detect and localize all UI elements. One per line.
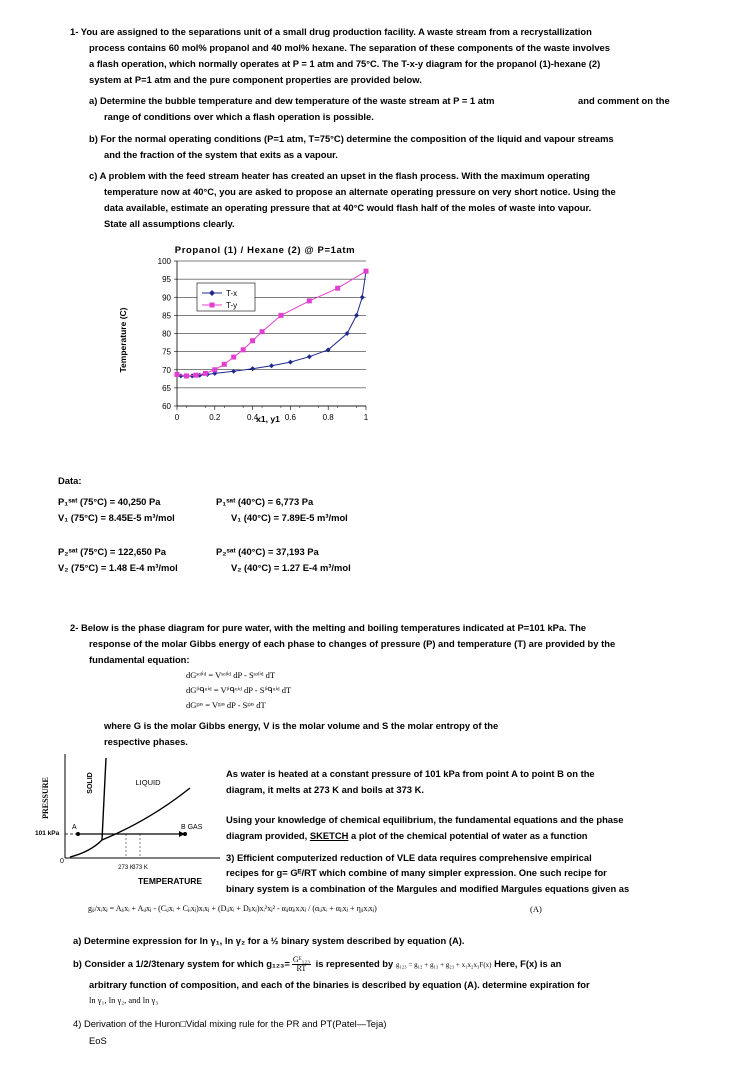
pd-pressure-label: PRESSURE [41,777,50,819]
x-tick-label: 0 [174,413,180,422]
p2-right4-sketch: SKETCH [309,830,349,841]
y-tick-label: 75 [162,347,171,357]
y-tick-label: 100 [157,257,171,266]
ty-point [250,338,255,343]
p4-line2: EoS [89,1035,107,1046]
p2-right2: diagram, it melts at 273 K and boils at 373 K. [226,784,424,795]
p3b-frac-den: RT [296,964,307,973]
ty-point [175,372,180,377]
p3-line3: binary system is a combination of the Margules and modified Margules equations given as [226,883,630,894]
p1a-line1: a) Determine the bubble temperature and dew temperature of the waste stream at P = 1 atm [89,95,495,106]
p1-line2: process contains 60 mol% propanol and 40 mol% hexane. The separation of these components of the waste involves [89,42,610,53]
x-tick-label: 0.4 [247,413,259,422]
tx-point [360,295,365,300]
data-v1-75: V₁ (75°C) = 8.45E-5 m³/mol [58,512,175,523]
chart-title: Propanol (1) / Hexane (2) @ P=1atm [174,245,356,256]
x-tick-label: 0.2 [209,413,221,422]
y-tick-label: 65 [162,383,171,393]
p3b-post: Here, F(x) is an [491,957,562,969]
y-tick-label: 85 [162,311,171,321]
data-v2-75: V₂ (75°C) = 1.48 E-4 m³/mol [58,562,178,573]
p2-where2: respective phases. [104,736,188,747]
chart-xlabel: x1, y1 [256,414,280,424]
p3b-frac-num: Gᴱ₁₂₃ [292,955,310,964]
p3b-line2: arbitrary function of composition, and each of the binaries is described by equation (A). determine expiration for [89,979,590,990]
p2-line2: response of the molar Gibbs energy of each phase to changes of pressure (P) and temperature (T) are provided by the [89,638,616,649]
ty-point [212,367,217,372]
p2-where1: where G is the molar Gibbs energy, V is the molar volume and S the molar entropy of the [104,720,499,731]
pd-point-a-label: A [72,824,77,831]
tx-point [307,354,312,359]
p1c-line2: temperature now at 40°C, you are asked to propose an alternate operating pressure on very short notice. Using the [104,186,616,197]
p3b-pre: b) Consider a 1/2/3tenary system for which g₁₂₃= [73,957,290,969]
pd-point-a [76,832,80,836]
p2-right4a: diagram provided, [226,830,310,841]
x-tick-label: 0.6 [284,413,296,422]
x-tick-label: 0.8 [322,413,334,422]
data-p1-75: P₁ˢᵃᵗ (75°C) = 40,250 Pa [58,496,161,507]
chart-ylabel: Temperature (C) [118,307,128,373]
p3b-mid: is represented by [312,957,396,969]
y-tick-label: 70 [162,365,171,375]
p2-right1: As water is heated at a constant pressure of 101 kPa from point A to point B on the [226,768,595,779]
p1-line1: 1- You are assigned to the separations unit of a small drug production facility. A waste stream from a recrystallization [70,26,592,37]
pd-solid-liquid-line [102,758,106,840]
p3-line1: 3) Efficient computerized reduction of VLE data requires comprehensive empirical [226,852,592,863]
ty-point [241,347,246,352]
p1b-line1: b) For the normal operating conditions (P=1 atm, T=75°C) determine the composition of the liquid and vapour streams [89,133,614,144]
txy-chart [110,238,390,438]
legend-tx-label: T-x [226,289,238,298]
p2-right4c: a plot of the chemical potential of water as a function [348,830,588,841]
p1a-line2: range of conditions over which a flash operation is possible. [104,111,374,122]
tx-point [250,366,255,371]
pd-solid-gas-curve [70,840,102,857]
p2-right4 [226,829,588,843]
p3b-line1 [73,956,561,973]
pd-101kpa-label: 101 kPa [35,830,60,837]
ty-point [278,313,283,318]
margules-equation-label: (A) [530,904,542,914]
p3b-eq: g₁₂₃ = g₁₂ + g₁₃ + g₂₃ + x₁x₂x₃F(x) [395,960,492,969]
p1c-line3: data available, estimate an operating pressure that at 40°C would flash half of the moles of waste into vapour. [104,202,592,213]
pd-liquid-label: LIQUID [135,778,161,787]
ty-point [193,373,198,378]
pd-point-b [183,832,187,836]
ty-point [184,373,189,378]
p2-right3: Using your knowledge of chemical equilibrium, the fundamental equations and the phase [226,814,624,825]
p1-line3: a flash operation, which normally operates at P = 1 atm and 75°C. The T-x-y diagram for the propanol (1)-hexane (2) [89,58,601,69]
data-v1-40: V₁ (40°C) = 7.89E-5 m³/mol [231,512,348,523]
p2-line3: fundamental equation: [89,654,190,665]
ty-point [203,371,208,376]
pd-273k-label: 273 K [118,865,134,871]
ty-point [307,298,312,303]
ty-point [222,362,227,367]
pd-point-b-label: B [181,824,186,831]
phase-diagram [30,748,230,896]
tx-point [354,313,359,318]
p1c-line4: State all assumptions clearly. [104,218,235,229]
data-v2-40: V₂ (40°C) = 1.27 E-4 m³/mol [231,562,351,573]
pd-liquid-gas-curve [102,788,190,840]
data-p2-40: P₂ˢᵃᵗ (40°C) = 37,193 Pa [216,546,319,557]
y-tick-label: 60 [162,402,171,411]
margules-equation: gᵢⱼ/xᵢxⱼ = Aⱼᵢxᵢ + Aᵢⱼxⱼ - (Cᵢⱼxᵢ + Cⱼᵢxⱼ)xᵢxⱼ + (Dᵢⱼxᵢ + Dⱼᵢxⱼ)xᵢ²xⱼ² - αᵢⱼαⱼᵢxᵢxⱼ / (αᵢⱼxᵢ + αⱼᵢxⱼ + ηᵢⱼxᵢxⱼ) [88,904,377,913]
gibbs-eq-solid: dGˢᵒˡⁱᵈ = Vˢᵒˡⁱᵈ dP - Sˢᵒˡⁱᵈ dT [186,670,276,680]
p3a: a) Determine expression for ln γ₁, ln γ₂ for a ½ binary system described by equation (A). [73,935,465,946]
data-heading: Data: [58,475,82,486]
data-p1-40: P₁ˢᵃᵗ (40°C) = 6,773 Pa [216,496,314,507]
ty-point [231,355,236,360]
gibbs-eq-liquid: dGˡⁱᑫᵘⁱᵈ = Vˡⁱᑫᵘⁱᵈ dP - Sˡⁱᑫᵘⁱᵈ dT [186,685,292,695]
pd-solid-label: SOLID [87,772,94,794]
ty-point [260,329,265,334]
tx-point [269,363,274,368]
y-tick-label: 90 [162,293,171,303]
p1a-line1b: and comment on the [578,95,670,106]
pd-373k-label: 373 K [132,865,148,871]
p3b-line3: ln γ₁, ln γ₂, and ln γ₃ [89,995,159,1005]
tx-point [288,360,293,365]
legend-ty-marker [210,303,215,308]
data-p2-75: P₂ˢᵃᵗ (75°C) = 122,650 Pa [58,546,166,557]
p4-line1: 4) Derivation of the Huron□Vidal mixing rule for the PR and PT(Patel—Teja) [73,1018,387,1029]
p3b-fraction [292,956,311,973]
pd-temperature-label: TEMPERATURE [137,876,203,886]
ty-point [364,269,369,274]
pd-gas-label: GAS [187,824,203,831]
gibbs-eq-gas: dGᵍᵃˢ = Vᵍᵃˢ dP - Sᵍᵃˢ dT [186,700,266,710]
pd-origin-label: 0 [60,858,64,865]
p1c-line1: c) A problem with the feed stream heater has created an upset in the flash process. With the maximum operating [89,170,590,181]
p3-line2: recipes for g= Gᴱ/RT which combine of many simpler expression. One such recipe for [226,867,607,878]
p1b-line2: and the fraction of the system that exits as a vapour. [104,149,338,160]
y-tick-label: 80 [162,329,171,339]
y-tick-label: 95 [162,275,171,285]
ty-point [335,286,340,291]
p2-line1: 2- Below is the phase diagram for pure water, with the melting and boiling temperatures indicated at P=101 kPa. The [70,622,587,633]
p1-line4: system at P=1 atm and the pure component properties are provided below. [89,74,422,85]
x-tick-label: 1 [363,413,369,422]
legend-ty-label: T-y [226,301,238,310]
